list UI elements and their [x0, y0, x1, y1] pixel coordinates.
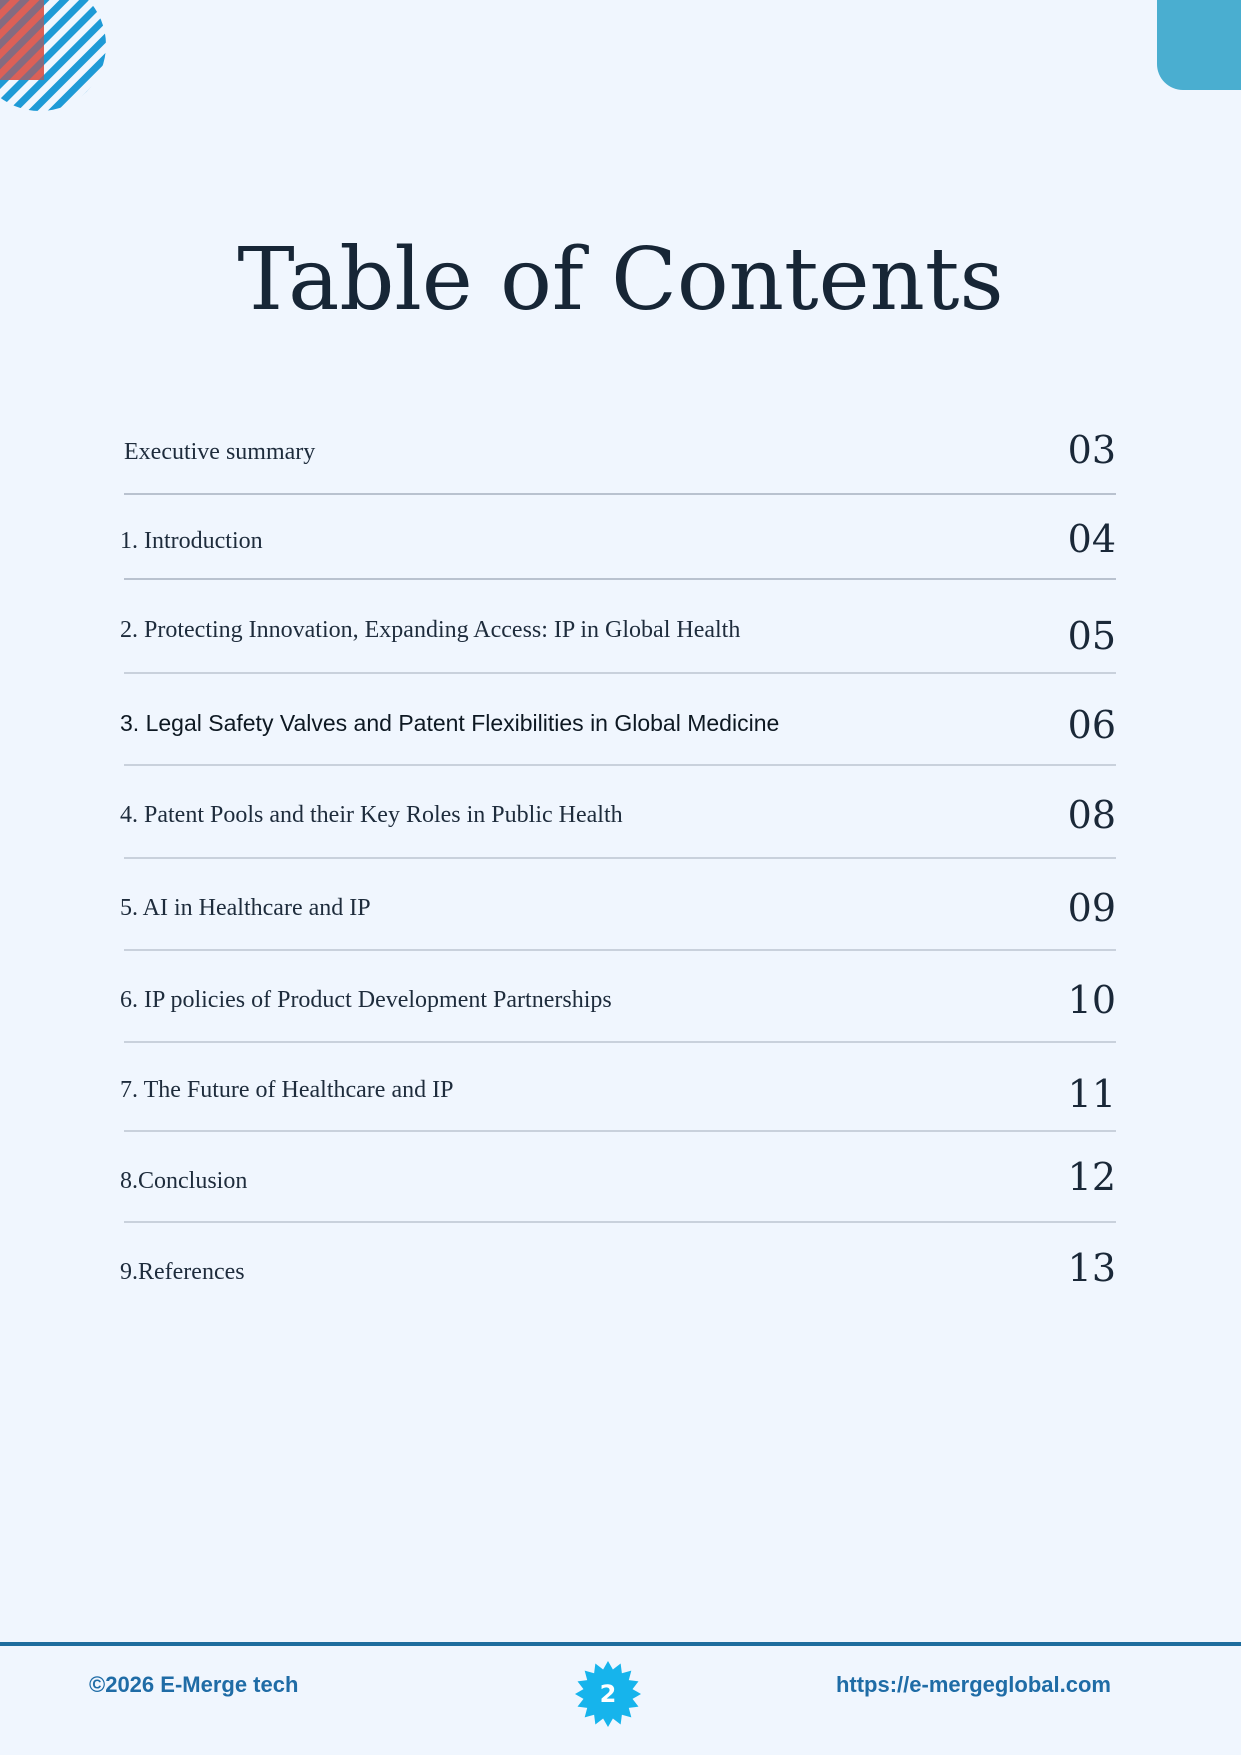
corner-tab-decoration: [1157, 0, 1241, 90]
toc-entry[interactable]: [120, 880, 1116, 930]
toc-entry-page: 10: [1067, 978, 1116, 1022]
toc-entry-label: 4. Patent Pools and their Key Roles in Public Health: [120, 802, 623, 828]
toc-entry[interactable]: [120, 1244, 1116, 1290]
toc-entry[interactable]: [120, 972, 1116, 1022]
toc-entry-label: 1. Introduction: [120, 528, 263, 554]
toc-entry-label: 2. Protecting Innovation, Expanding Access: IP in Global Health: [120, 617, 741, 643]
divider: [124, 764, 1116, 766]
toc-entry[interactable]: [120, 1062, 1116, 1116]
toc-entry-page: 03: [1067, 428, 1116, 472]
divider: [124, 1221, 1116, 1223]
footer-url-link[interactable]: https://e-mergeglobal.com: [835, 1672, 1111, 1697]
toc-entry[interactable]: [120, 787, 1116, 837]
toc-entry[interactable]: [120, 695, 1116, 747]
toc-entry-label: 5. AI in Healthcare and IP: [120, 895, 371, 921]
footer-copyright: ©2026 E-Merge tech: [89, 1672, 299, 1697]
divider: [124, 949, 1116, 951]
page-title: Table of Contents: [237, 230, 1004, 330]
toc-entry-page: 08: [1067, 793, 1116, 837]
divider: [124, 672, 1116, 674]
toc-entry-label: 9.References: [120, 1259, 245, 1285]
toc-entry[interactable]: [120, 513, 1116, 561]
toc-entry-page: 06: [1067, 703, 1116, 747]
divider: [124, 857, 1116, 859]
toc-entry-label: 3. Legal Safety Valves and Patent Flexibilities in Global Medicine: [120, 710, 780, 736]
divider: [124, 493, 1116, 495]
toc-entry-page: 09: [1067, 886, 1116, 930]
toc-entry-page: 13: [1067, 1246, 1116, 1290]
toc-entry[interactable]: [120, 424, 1116, 472]
divider: [124, 1130, 1116, 1132]
divider: [124, 578, 1116, 580]
footer-divider: [0, 1642, 1241, 1646]
striped-circle-decoration-icon: [0, 0, 110, 130]
divider: [124, 1041, 1116, 1043]
toc-entry-page: 05: [1067, 614, 1116, 658]
toc-entry-page: 04: [1067, 517, 1116, 561]
toc-entry[interactable]: [120, 602, 1116, 658]
toc-entry-label: Executive summary: [124, 439, 316, 465]
toc-entry[interactable]: [120, 1153, 1116, 1199]
toc-entry-label: 8.Conclusion: [120, 1168, 248, 1194]
toc-entry-label: 6. IP policies of Product Development Partnerships: [120, 987, 612, 1013]
page-number: 2: [599, 1680, 617, 1708]
toc-entry-page: 12: [1067, 1155, 1116, 1199]
toc-entry-label: 7. The Future of Healthcare and IP: [120, 1077, 454, 1103]
toc-entry-page: 11: [1067, 1072, 1116, 1116]
